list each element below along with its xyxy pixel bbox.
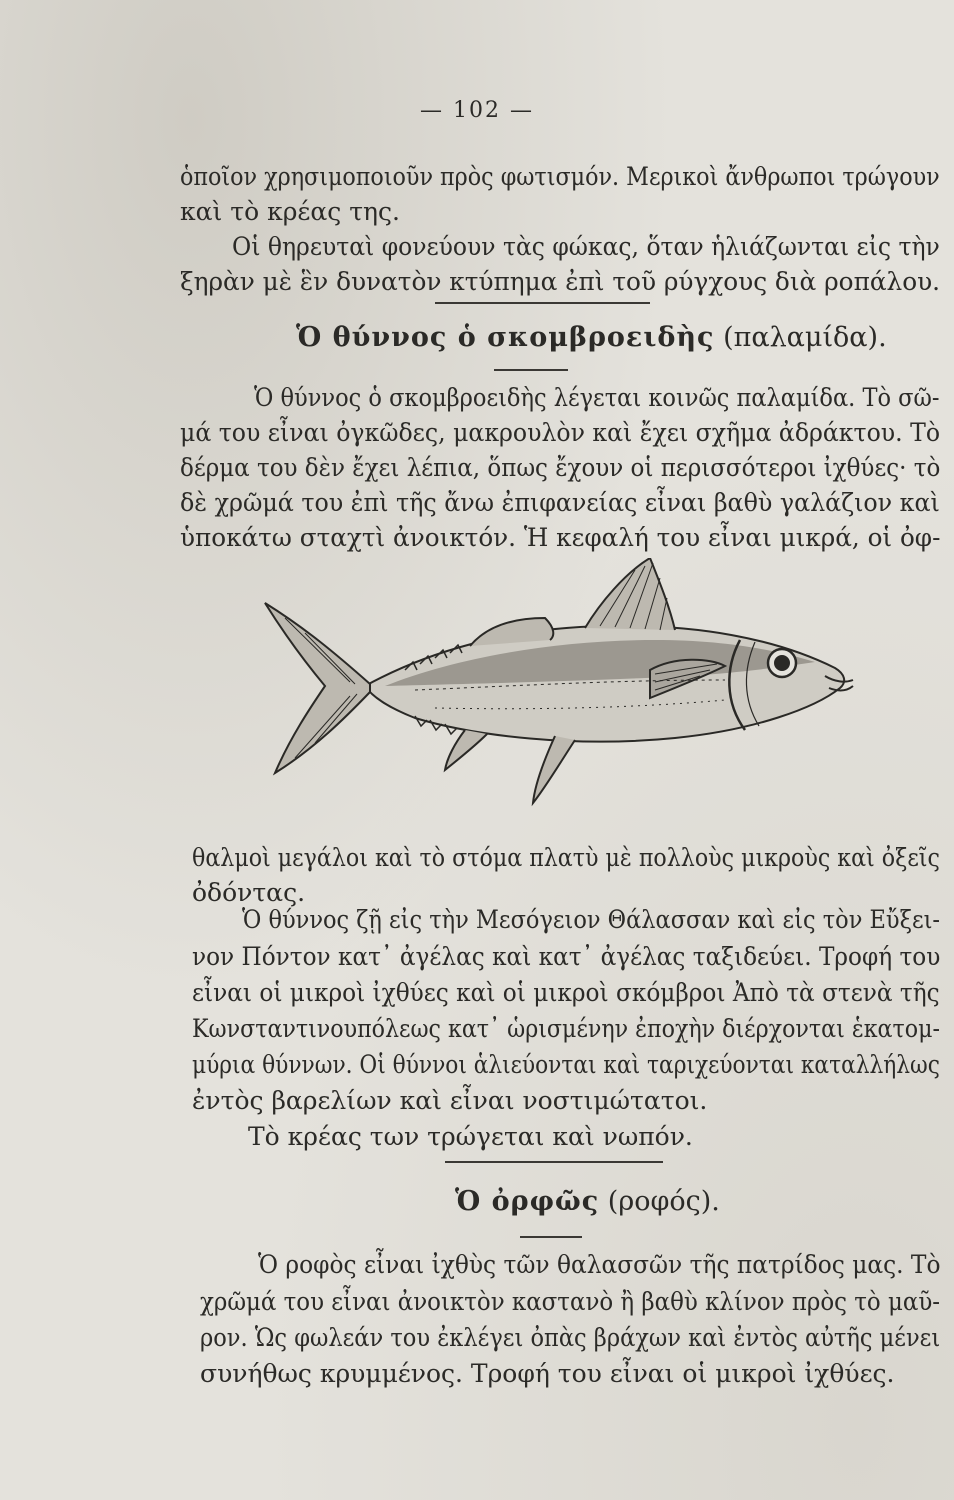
text-line: Κωνσταντινουπόλεως κατ᾽ ὡρισμένην ἐποχὴν διέρχονται ἑκατομ- [192,1014,940,1043]
section-heading-rofos [455,1186,720,1217]
text-line: δὲ χρῶμά του ἐπὶ τῆς ἄνω ἐπιφανείας εἶναι βαθὺ γαλάζιον καὶ [180,488,940,517]
heading-paren: (ροφός). [607,1186,720,1217]
text-line: εἶναι οἱ μικροὶ ἰχθύες καὶ οἱ μικροὶ σκόμβροι Ἀπὸ τὰ στενὰ τῆς [192,978,940,1007]
heading-paren: (παλαμίδα). [723,322,887,353]
text-line: Ὁ θύννος ζῇ εἰς τὴν Μεσόγειον Θάλασσαν καὶ εἰς τὸν Εὔξει- [242,905,941,934]
text-line: συνήθως κρυμμένος. Τροφή του εἶναι οἱ μικροὶ ἰχθύες. [200,1359,895,1388]
text-line: Τὸ κρέας των τρώγεται καὶ νωπόν. [248,1122,693,1151]
text-line: Ὁ θύννος ὁ σκομβροειδὴς λέγεται κοινῶς παλαμίδα. Τὸ σῶ- [254,383,940,412]
section-divider [435,302,650,304]
text-line: Οἱ θηρευταὶ φονεύουν τὰς φώκας, ὅταν ἡλιάζωνται εἰς τὴν [232,232,940,261]
text-line: ὀδόντας. [192,878,306,907]
heading-underline [520,1236,582,1238]
heading-underline [494,369,568,371]
section-heading-tuna [296,322,887,353]
text-line: ξηρὰν μὲ ἓν δυνατὸν κτύπημα ἐπὶ τοῦ ρύγχους διὰ ροπάλου. [180,267,941,296]
text-line: χρῶμά του εἶναι ἀνοικτὸν καστανὸ ἢ βαθὺ κλίνον πρὸς τὸ μαῦ- [200,1287,940,1316]
heading-text: Ὁ ὀρφῶς [455,1186,600,1217]
text-line: δέρμα του δὲν ἔχει λέπια, ὅπως ἔχουν οἱ περισσότεροι ἰχθύες· τὸ [180,453,941,482]
text-line: μύρια θύννων. Οἱ θύννοι ἁλιεύονται καὶ ταριχεύονται καταλλήλως [192,1050,940,1079]
heading-text: Ὁ θύννος ὁ σκομβροειδὴς [296,322,715,353]
text-line: καὶ τὸ κρέας της. [180,197,400,226]
text-line: ρον. Ὡς φωλεάν του ἐκλέγει ὀπὰς βράχων καὶ ἐντὸς αὐτῆς μένει [200,1323,941,1352]
text-line: θαλμοὶ μεγάλοι καὶ τὸ στόμα πλατὺ μὲ πολλοὺς μικροὺς καὶ ὀξεῖς [192,843,940,872]
text-line: μά του εἶναι ὀγκῶδες, μακρουλὸν καὶ ἔχει σχῆμα ἀδράκτου. Τὸ [180,418,941,447]
text-line: νον Πόντον κατ᾽ ἀγέλας καὶ κατ᾽ ἀγέλας ταξιδεύει. Τροφή του [192,942,941,971]
page-number: — 102 — [420,98,534,123]
text-line: ἐντὸς βαρελίων καὶ εἶναι νοστιμώτατοι. [192,1086,708,1115]
tuna-illustration [255,558,855,818]
section-divider [445,1161,663,1163]
text-line: Ὁ ροφὸς εἶναι ἰχθὺς τῶν θαλασσῶν τῆς πατρίδος μας. Τὸ [258,1250,941,1279]
text-line: ὁποῖον χρησιμοποιοῦν πρὸς φωτισμόν. Μερικοὶ ἄνθρωποι τρώγουν [180,162,940,191]
text-line: ὑποκάτω σταχτὶ ἀνοικτόν. Ἡ κεφαλή του εἶναι μικρά, οἱ ὀφ- [180,523,941,552]
